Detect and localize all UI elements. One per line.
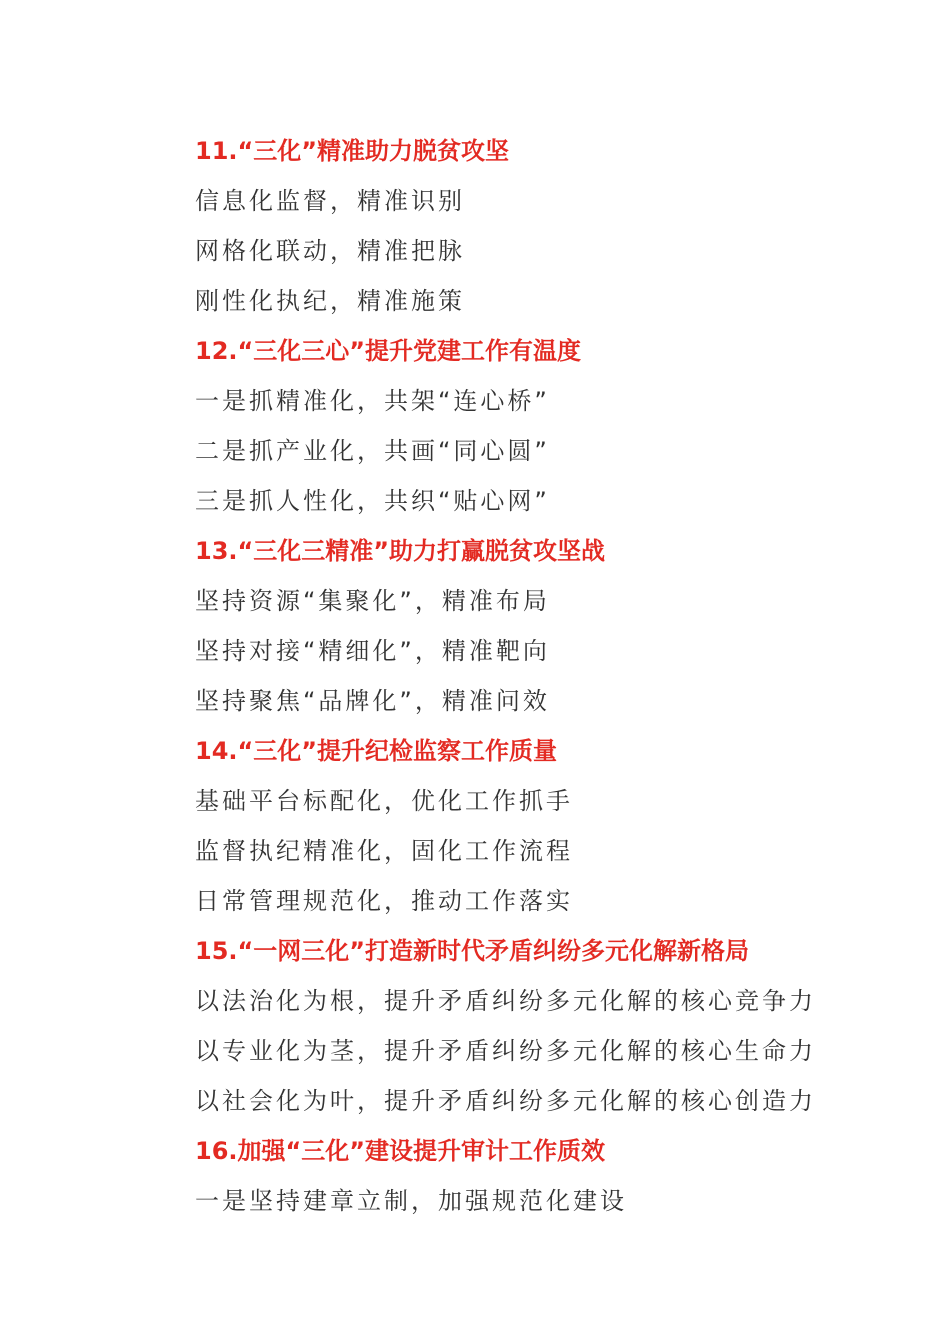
- section-line: 坚持资源“集聚化”，精准布局: [195, 587, 550, 615]
- section-heading: 13.“三化三精准”助力打赢脱贫攻坚战: [195, 537, 606, 565]
- section-line: 监督执纪精准化，固化工作流程: [195, 837, 573, 865]
- section-line: 以专业化为茎，提升矛盾纠纷多元化解的核心生命力: [195, 1037, 816, 1065]
- section-13: [195, 526, 895, 726]
- section-heading: 14.“三化”提升纪检监察工作质量: [195, 737, 558, 765]
- section-line: 坚持聚焦“品牌化”，精准问效: [195, 687, 550, 715]
- section-16: [195, 1126, 895, 1226]
- document-content: [195, 126, 895, 1226]
- section-line: 三是抓人性化，共织“贴心网”: [195, 487, 550, 515]
- section-heading: 12.“三化三心”提升党建工作有温度: [195, 337, 582, 365]
- section-line: 日常管理规范化，推动工作落实: [195, 887, 573, 915]
- section-15: [195, 926, 895, 1126]
- section-line: 基础平台标配化，优化工作抓手: [195, 787, 573, 815]
- section-12: [195, 326, 895, 526]
- section-heading: 16.加强“三化”建设提升审计工作质效: [195, 1137, 606, 1165]
- section-14: [195, 726, 895, 926]
- section-line: 刚性化执纪，精准施策: [195, 287, 465, 315]
- section-heading: 15.“一网三化”打造新时代矛盾纠纷多元化解新格局: [195, 937, 750, 965]
- section-11: [195, 126, 895, 326]
- section-line: 一是坚持建章立制，加强规范化建设: [195, 1187, 627, 1215]
- section-line: 网格化联动，精准把脉: [195, 237, 465, 265]
- section-line: 坚持对接“精细化”，精准靶向: [195, 637, 550, 665]
- section-line: 以社会化为叶，提升矛盾纠纷多元化解的核心创造力: [195, 1087, 816, 1115]
- section-line: 一是抓精准化，共架“连心桥”: [195, 387, 550, 415]
- section-line: 信息化监督，精准识别: [195, 187, 465, 215]
- section-line: 以法治化为根，提升矛盾纠纷多元化解的核心竞争力: [195, 987, 816, 1015]
- section-line: 二是抓产业化，共画“同心圆”: [195, 437, 550, 465]
- section-heading: 11.“三化”精准助力脱贫攻坚: [195, 137, 510, 165]
